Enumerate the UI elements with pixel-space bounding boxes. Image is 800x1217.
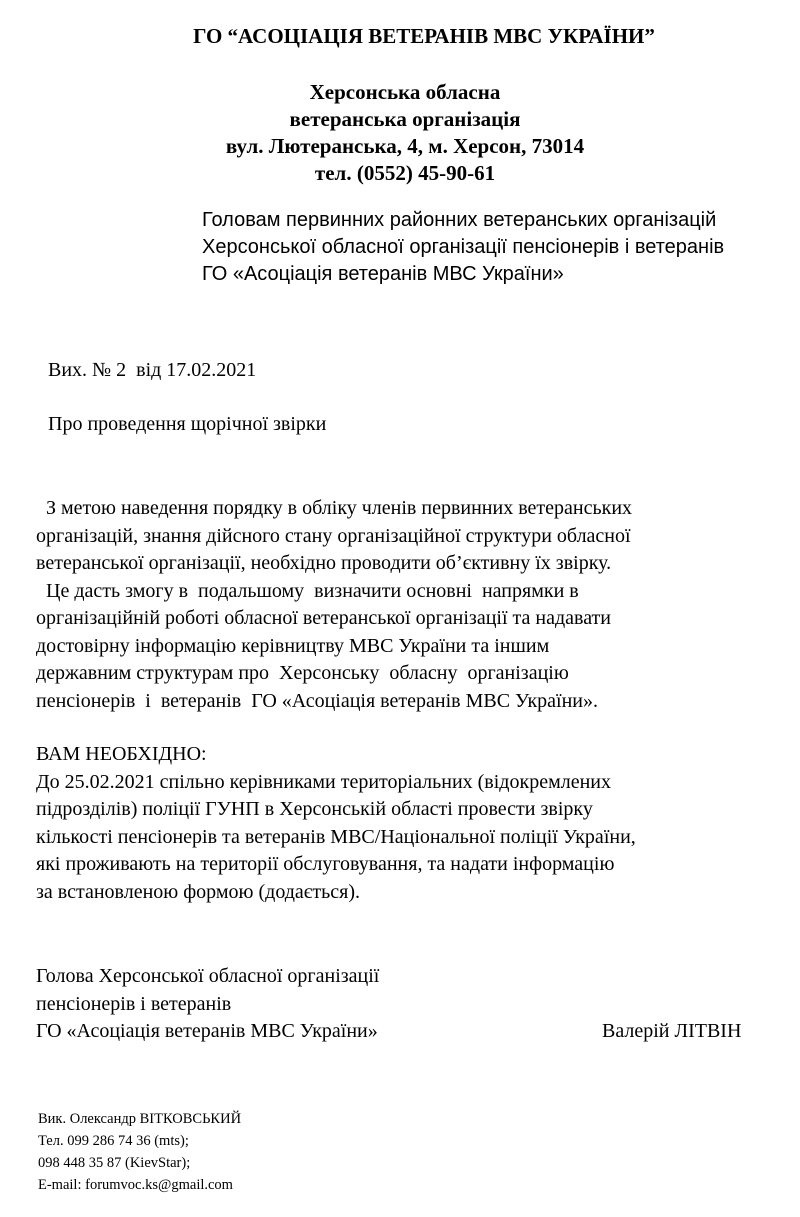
executor-email: E-mail: forumvoc.ks@gmail.com (38, 1177, 233, 1193)
required-line: До 25.02.2021 спільно керівниками територіальних (відокремлених (36, 770, 611, 793)
signer-name: Валерій ЛІТВІН (602, 1020, 742, 1042)
organization-title: ГО “АСОЦІАЦІЯ ВЕТЕРАНІВ МВС УКРАЇНИ” (193, 24, 655, 48)
required-heading: ВАМ НЕОБХІДНО: (36, 743, 207, 765)
letter-body (36, 495, 632, 715)
executor-name: Вик. Олександр ВІТКОВСЬКИЙ (38, 1111, 242, 1127)
body-line: державним структурам про Херсонську обласну організацію (36, 662, 569, 684)
body-line: пенсіонерів і ветеранів ГО «Асоціація ветеранів МВС України». (36, 689, 599, 712)
body-line: достовірну інформацію керівництву МВС України та іншим (36, 634, 550, 657)
body-line: організаційній роботі обласної ветеранської організації та надавати (36, 607, 611, 629)
branch-type-line: ветеранська організація (289, 107, 521, 131)
addressee-line: Херсонської обласної організації пенсіонерів і ветеранів (202, 236, 725, 258)
body-line: ветеранської організації, необхідно проводити об’єктивну їх звірку. (36, 552, 612, 574)
executor-phone: 098 448 35 87 (KievStar); (38, 1155, 191, 1171)
outgoing-reference: Вих. № 2 від 17.02.2021 (48, 359, 257, 381)
executor-phone: Тел. 099 286 74 36 (mts); (38, 1133, 189, 1149)
letter-subject: Про проведення щорічної звірки (48, 413, 327, 435)
body-line: Це дасть змогу в подальшому визначити основні напрямки в (36, 579, 579, 602)
body-line: З метою наведення порядку в обліку членів первинних ветеранських (36, 497, 633, 519)
branch-name-line: Херсонська обласна (309, 80, 501, 104)
branch-header (160, 79, 650, 187)
signature-title-line: ГО «Асоціація ветеранів МВС України» (36, 1020, 378, 1042)
body-line: організацій, знання дійсного стану організаційної структури обласної (36, 524, 631, 547)
addressee-block (202, 207, 724, 288)
signature-title (36, 963, 379, 1046)
required-line: за встановленою формою (додається). (36, 880, 360, 903)
required-line: кількості пенсіонерів та ветеранів МВС/Національної поліції України, (36, 825, 636, 848)
executor-contact (38, 1108, 241, 1196)
required-actions (36, 741, 636, 906)
signature-title-line: пенсіонерів і ветеранів (36, 992, 232, 1015)
addressee-line: Головам первинних районних ветеранських організацій (202, 209, 717, 231)
required-line: які проживають на території обслуговування, та надати інформацію (36, 853, 615, 875)
branch-address-line: вул. Лютеранська, 4, м. Херсон, 73014 (225, 134, 585, 158)
branch-phone-line: тел. (0552) 45-90-61 (314, 161, 496, 185)
addressee-line: ГО «Асоціація ветеранів МВС України» (202, 263, 564, 285)
required-line: підрозділів) поліції ГУНП в Херсонській області провести звірку (36, 798, 593, 820)
signature-title-line: Голова Херсонської обласної організації (36, 965, 380, 987)
